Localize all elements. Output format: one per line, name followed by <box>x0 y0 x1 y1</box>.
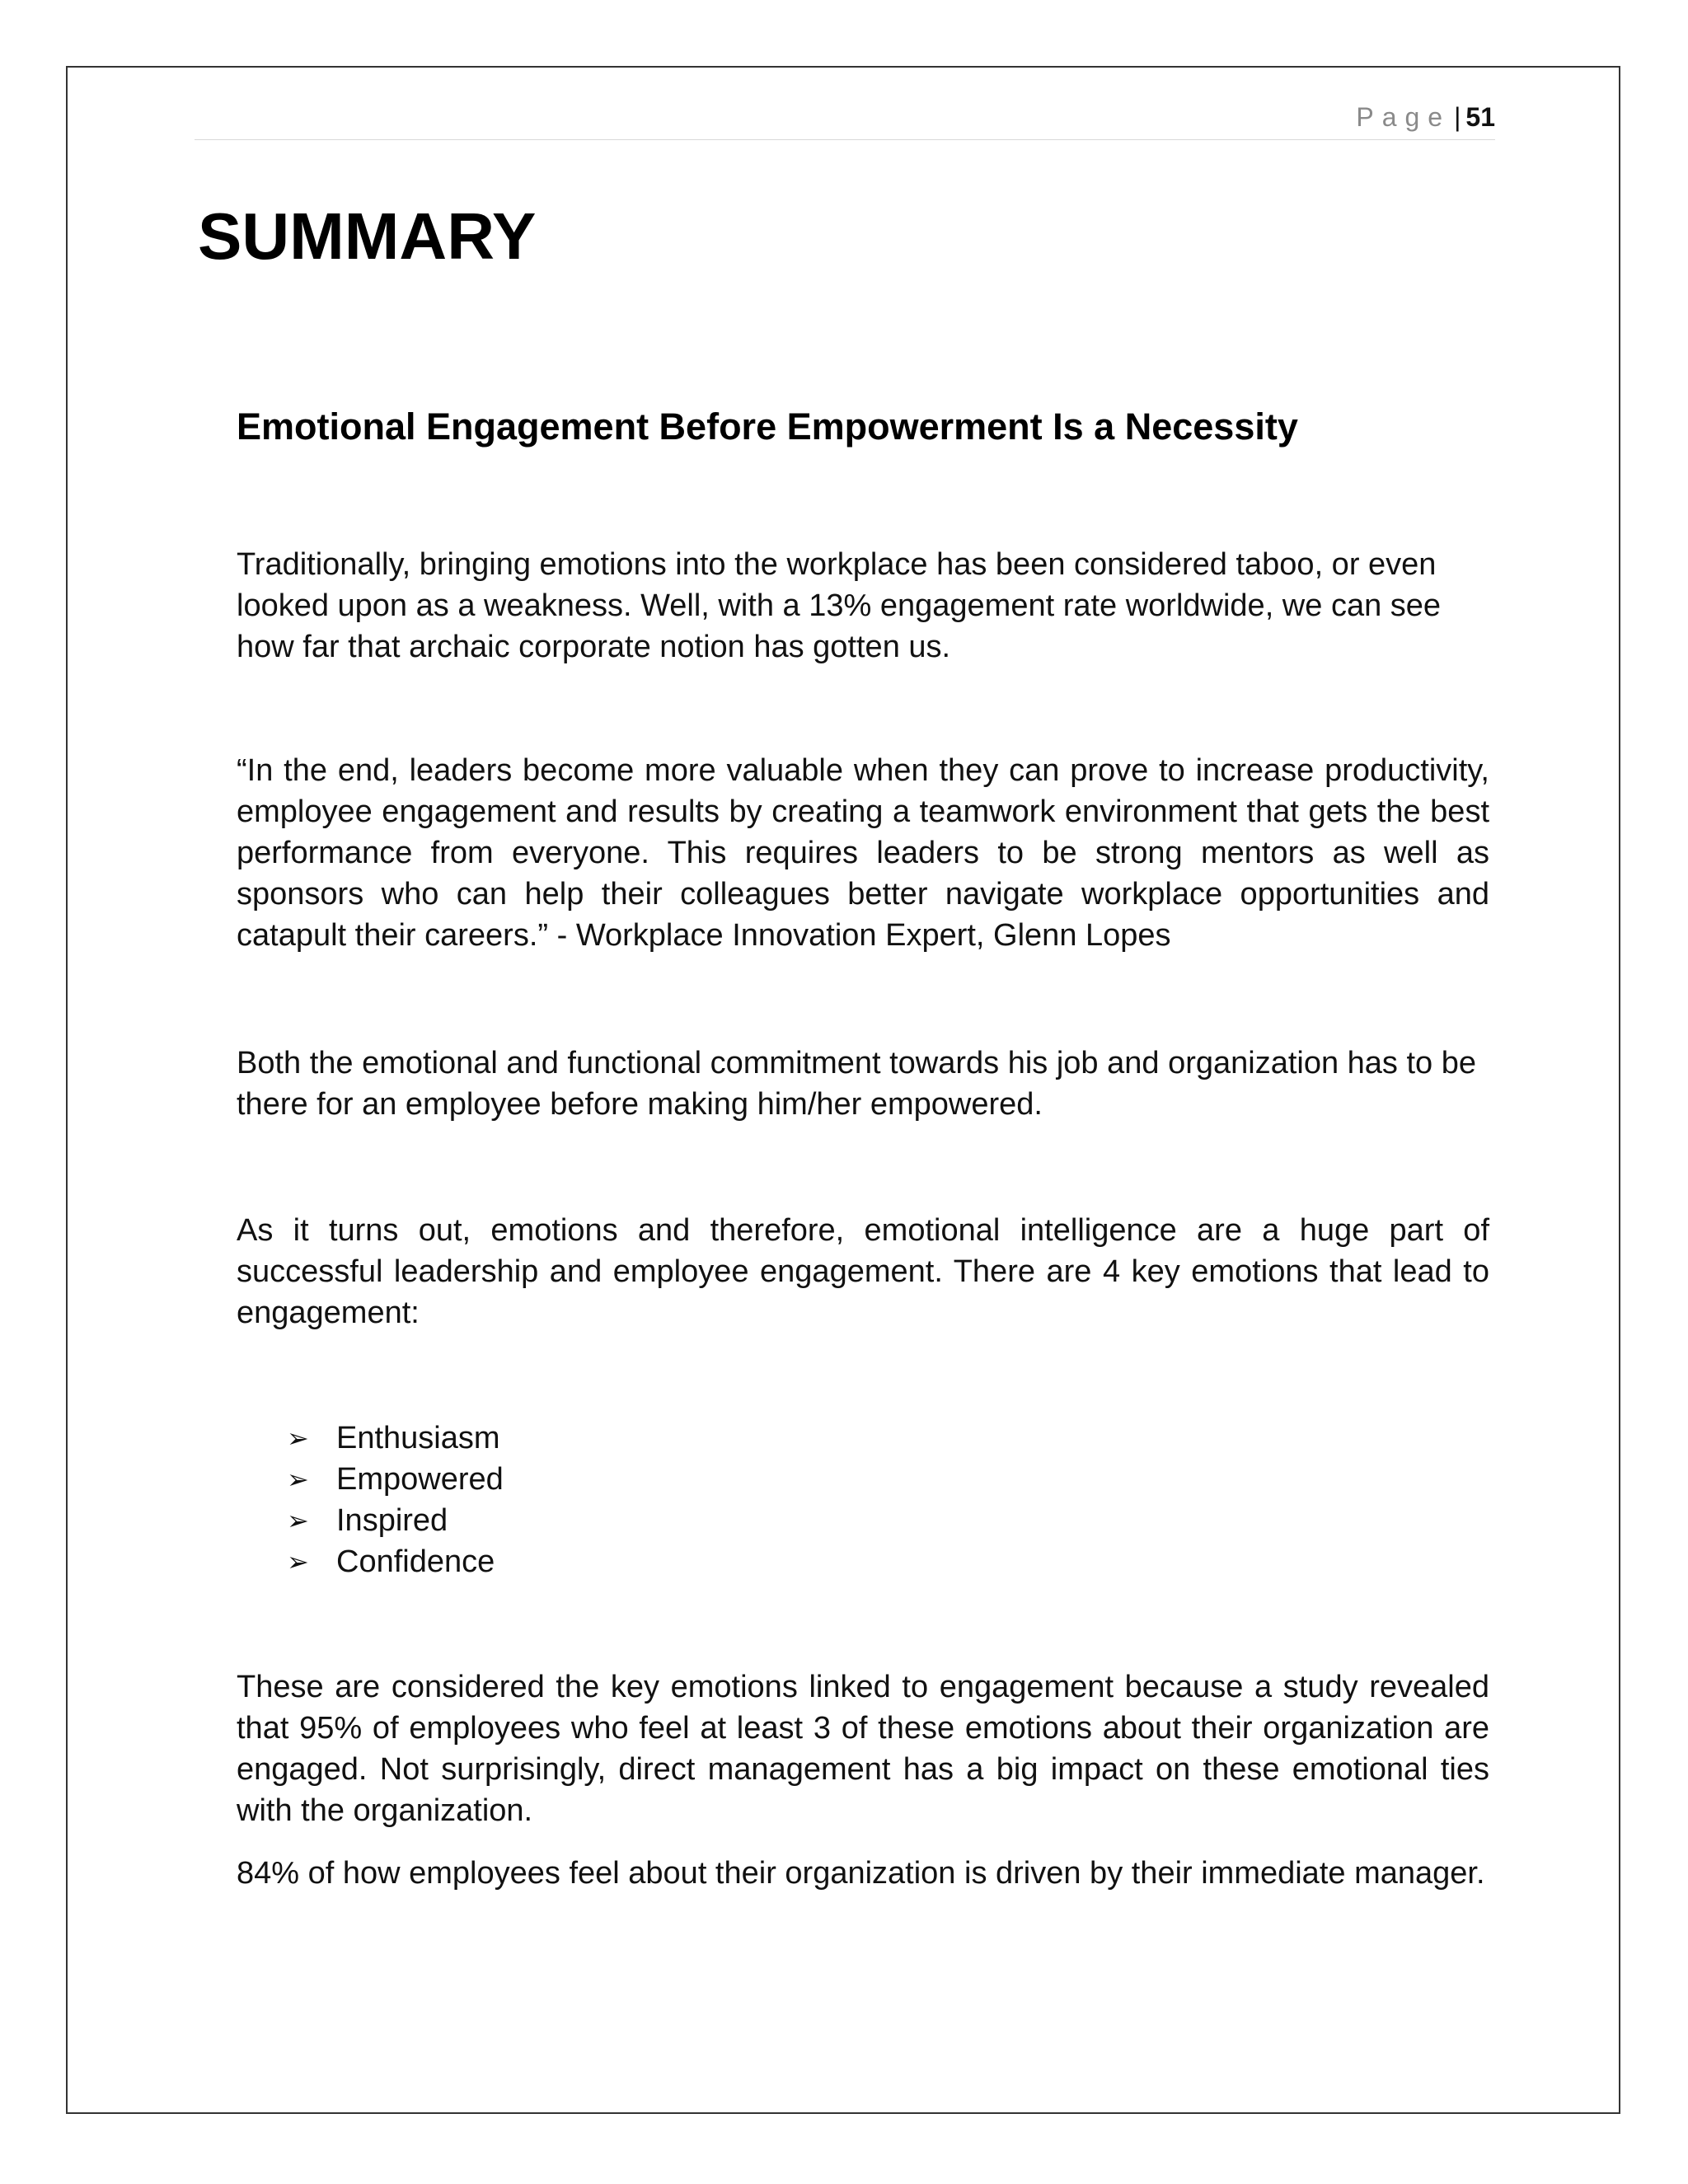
arrowhead-bullet-icon: ➢ <box>287 1465 309 1494</box>
page-number-label <box>1356 101 1495 134</box>
paragraph-quote: “In the end, leaders become more valuable when they can prove to increase productivity, employee engagement and results by creating a teamwork environment that gets the best performance from everyone. This requires leaders to be strong mentors as well as sponsors who can help their colleagues better navigate workplace opportunities and catapult their careers.” - Workplace Innovation Expert, Glenn Lopes <box>237 753 1489 953</box>
list-item-label: Enthusiasm <box>336 1421 500 1455</box>
page-separator: | <box>1454 102 1461 132</box>
paragraph-manager: 84% of how employees feel about their organization is driven by their immediate manager. <box>237 1856 1485 1891</box>
paragraph-study: These are considered the key emotions linked to engagement because a study revealed that 95% of employees who feel at least 3 of these emotions about their organization are engaged. Not surprisingly, direct management has a big impact on these emotional ties with the organization. <box>237 1670 1489 1828</box>
list-item <box>287 1500 504 1541</box>
list-item-label: Empowered <box>336 1462 504 1497</box>
arrowhead-bullet-icon: ➢ <box>287 1506 309 1535</box>
paragraph-commitment: Both the emotional and functional commitment towards his job and organization has to be there for an employee before making him/her empowered. <box>237 1046 1477 1122</box>
page-header <box>195 101 1495 140</box>
page-word: Page <box>1356 102 1451 132</box>
list-item-label: Confidence <box>336 1544 495 1579</box>
list-item <box>287 1541 504 1582</box>
list-item <box>287 1459 504 1500</box>
key-emotions-list <box>287 1418 504 1582</box>
paragraph-intro: Traditionally, bringing emotions into the workplace has been considered taboo, or even looked upon as a weakness. Well, with a 13% engagement rate worldwide, we can see how far that archaic corporate notion has gotten us. <box>237 547 1442 664</box>
paragraph-emotions: As it turns out, emotions and therefore, emotional intelligence are a huge part of successful leadership and employee engagement. There are 4 key emotions that lead to engagement: <box>237 1213 1489 1330</box>
list-item <box>287 1418 504 1459</box>
page-title: SUMMARY <box>198 199 537 273</box>
arrowhead-bullet-icon: ➢ <box>287 1547 309 1577</box>
arrowhead-bullet-icon: ➢ <box>287 1423 309 1453</box>
page-number: 51 <box>1465 102 1495 132</box>
section-heading: Emotional Engagement Before Empowerment Is a Necessity <box>237 405 1298 448</box>
list-item-label: Inspired <box>336 1503 448 1538</box>
